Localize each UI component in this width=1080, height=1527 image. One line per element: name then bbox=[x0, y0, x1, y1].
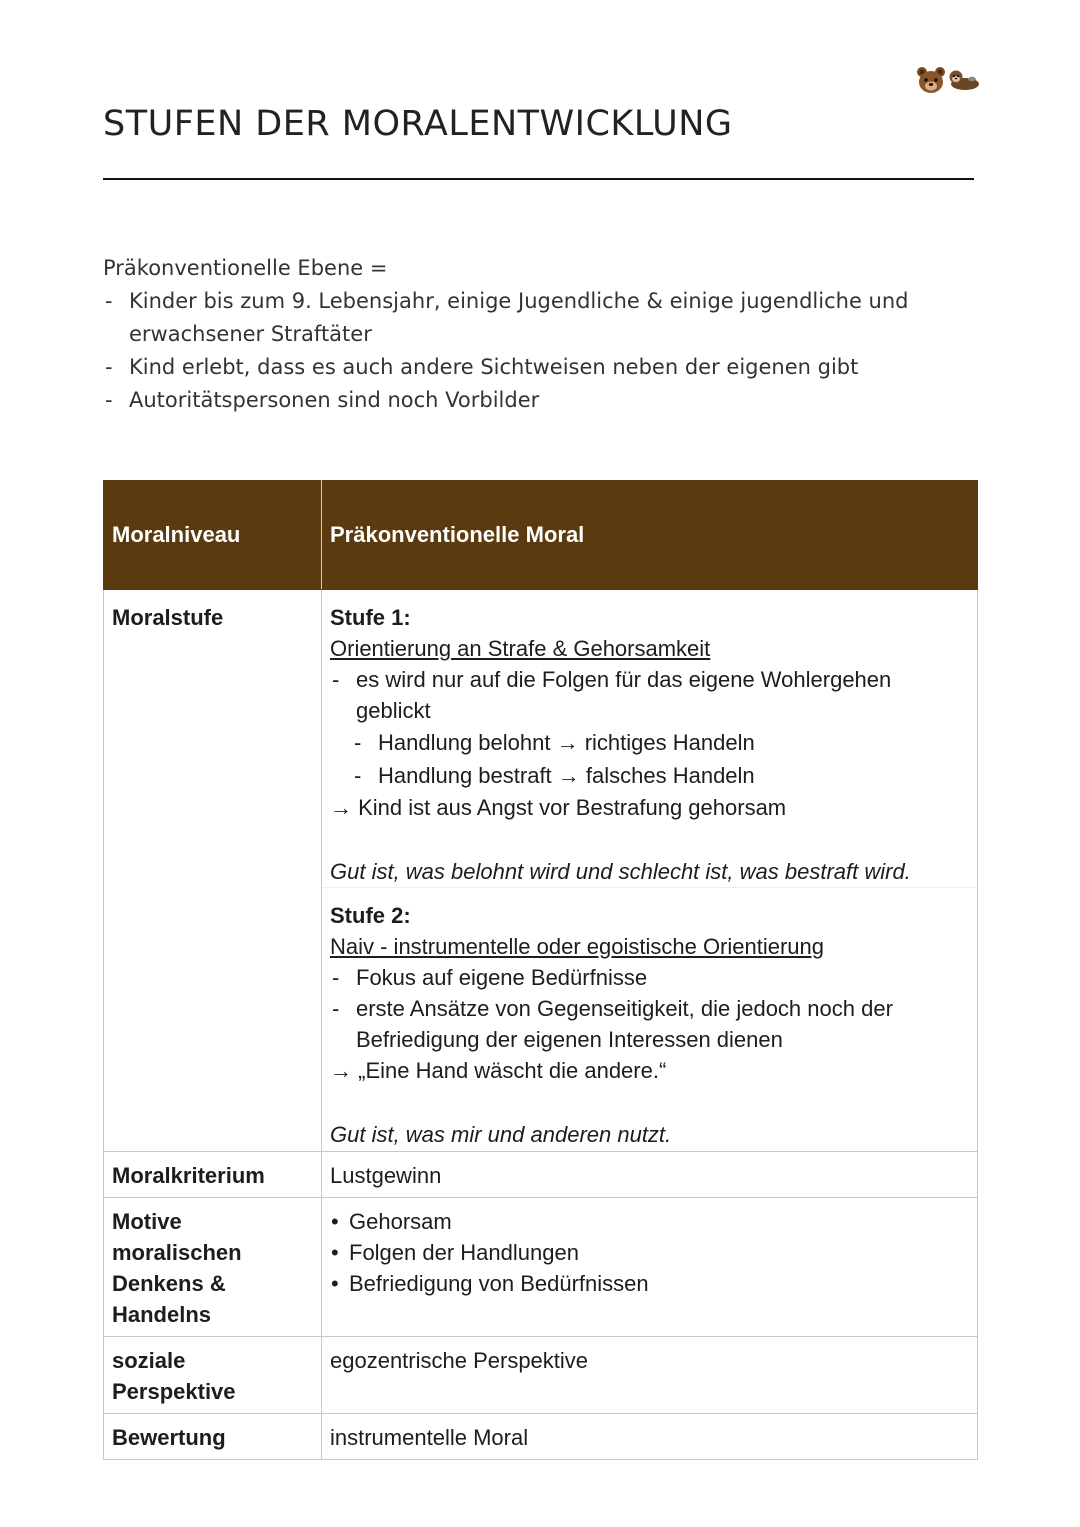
label-soziale-perspektive: soziale Perspektive bbox=[104, 1337, 322, 1414]
title-divider bbox=[103, 178, 974, 180]
value-motive bbox=[322, 1198, 978, 1337]
motive-item: • Befriedigung von Bedürfnissen bbox=[330, 1268, 969, 1299]
page-title: STUFEN DER MORALENTWICKLUNG bbox=[103, 104, 733, 144]
header-moralniveau: Moralniveau bbox=[104, 481, 322, 590]
stufe2-point: - erste Ansätze von Gegenseitigkeit, die jedoch noch der Befriedigung der eigenen Interessen dienen bbox=[330, 993, 969, 1055]
header-praekonventionelle-moral: Präkonventionelle Moral bbox=[322, 481, 978, 590]
stufe1-subpoint: - Handlung belohnt → richtiges Handeln bbox=[330, 726, 969, 759]
intro-heading: Präkonventionelle Ebene = bbox=[103, 256, 388, 280]
table-row-bewertung bbox=[104, 1414, 978, 1460]
value-bewertung: instrumentelle Moral bbox=[322, 1414, 978, 1460]
table-row-perspektive bbox=[104, 1337, 978, 1414]
label-motive: Motive moralischen Denkens & Handelns bbox=[104, 1198, 322, 1337]
stufe1-conclusion: → Kind ist aus Angst vor Bestrafung gehorsam bbox=[330, 795, 787, 820]
stufe1-subtitle: Orientierung an Strafe & Gehorsamkeit bbox=[330, 636, 711, 661]
intro-item: - Autoritätspersonen sind noch Vorbilder bbox=[103, 384, 963, 417]
table-header-row bbox=[104, 481, 978, 590]
bear-emoji-icon bbox=[916, 66, 946, 94]
table-row-motive bbox=[104, 1198, 978, 1337]
motive-item: • Gehorsam bbox=[330, 1206, 969, 1237]
intro-item: - Kinder bis zum 9. Lebensjahr, einige Jugendliche & einige jugendliche und erwachsener Straftäter bbox=[103, 285, 963, 351]
stufe2-conclusion: → „Eine Hand wäscht die andere.“ bbox=[330, 1058, 667, 1083]
decorative-emojis bbox=[916, 66, 980, 94]
stufe2-cell bbox=[322, 888, 978, 1152]
intro-section bbox=[103, 252, 963, 417]
label-moralkriterium: Moralkriterium bbox=[104, 1152, 322, 1198]
stufe1-title: Stufe 1: bbox=[330, 605, 411, 630]
table-row-stufe1 bbox=[104, 590, 978, 888]
intro-list bbox=[103, 285, 963, 417]
moral-table bbox=[103, 480, 978, 1460]
table-row-kriterium bbox=[104, 1152, 978, 1198]
value-moralkriterium: Lustgewinn bbox=[322, 1152, 978, 1198]
stufe1-cell bbox=[322, 590, 978, 888]
intro-item: - Kind erlebt, dass es auch andere Sichtweisen neben der eigenen gibt bbox=[103, 351, 963, 384]
stufe2-title: Stufe 2: bbox=[330, 903, 411, 928]
stufe2-subtitle: Naiv - instrumentelle oder egoistische Orientierung bbox=[330, 934, 825, 959]
label-bewertung: Bewertung bbox=[104, 1414, 322, 1460]
value-soziale-perspektive: egozentrische Perspektive bbox=[322, 1337, 978, 1414]
stufe1-point: - es wird nur auf die Folgen für das eigene Wohlergehen geblickt bbox=[330, 664, 969, 726]
otter-emoji-icon bbox=[948, 68, 980, 92]
stufe2-point: - Fokus auf eigene Bedürfnisse bbox=[330, 962, 969, 993]
stufe1-quote: Gut ist, was belohnt wird und schlecht ist, was bestraft wird. bbox=[330, 859, 911, 884]
stufe1-subpoint: - Handlung bestraft → falsches Handeln bbox=[330, 759, 969, 792]
label-moralstufe: Moralstufe bbox=[104, 590, 322, 1152]
stufe2-quote: Gut ist, was mir und anderen nutzt. bbox=[330, 1122, 672, 1147]
motive-item: • Folgen der Handlungen bbox=[330, 1237, 969, 1268]
